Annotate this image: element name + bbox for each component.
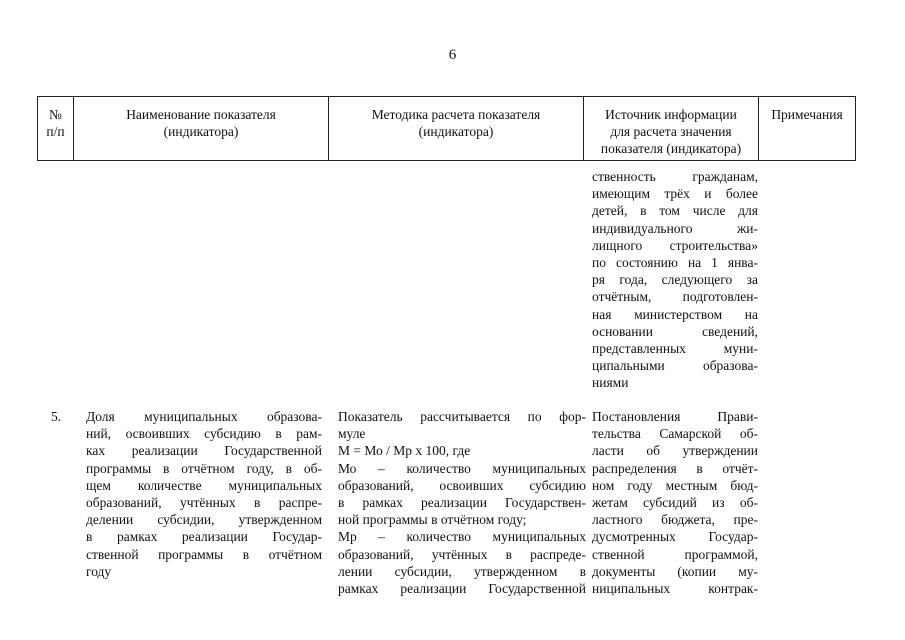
source-text-line: ная министерством на [592, 306, 758, 322]
indicator-name-cell [86, 408, 322, 580]
row-number: 5. [51, 409, 62, 424]
method-text-line: рамках реализации Государственной [338, 581, 586, 597]
name-text-line: ках реализации Государственной [86, 443, 322, 459]
method-text-line: муле [338, 426, 366, 442]
name-text-line: ний, освоивших субсидию в рам- [86, 426, 322, 442]
method-text-line: Мо – количество муниципальных [338, 460, 586, 476]
name-text-line: программы в отчётном году, в об- [86, 460, 322, 476]
method-text-line: Мр – количество муниципальных [338, 529, 586, 545]
continued-source-cell [592, 168, 758, 392]
source-text-line: распределения в отчёт- [592, 460, 758, 476]
source-text-line: дусмотренных Государ- [592, 529, 758, 545]
source-text-line: ластного бюджета, пре- [592, 512, 758, 528]
source-text-line: ря года, следующего за [592, 272, 758, 288]
source-text-line: ласти об утверждении [592, 443, 758, 459]
name-text-line: Доля муниципальных образова- [86, 409, 322, 424]
information-source-cell [592, 408, 758, 597]
source-text-line: представленных муни- [592, 341, 758, 357]
header-number: № п/п [38, 97, 74, 160]
source-text-line: по состоянию на 1 янва- [592, 255, 758, 271]
method-text-line: образований, освоивших субсидию [338, 477, 586, 493]
source-text-line: ниями [592, 375, 629, 391]
source-text-line: лищного строительства» [592, 237, 758, 253]
source-text-line: ниципальных контрак- [592, 581, 758, 597]
source-text-line: ственность гражданам, [592, 169, 758, 184]
header-information-source: Источник информации для расчета значения показателя (индикатора) [584, 97, 759, 160]
header-indicator-name: Наименование показателя (индикатора) [74, 97, 329, 160]
name-text-line: году [86, 563, 112, 579]
source-text-line: Постановления Прави- [592, 409, 758, 424]
header-notes: Примечания [771, 107, 843, 122]
name-text-line: в рамках реализации Государ- [86, 529, 322, 545]
name-text-line: образований, учтённых в распре- [86, 495, 322, 511]
method-text-line: ной программы в отчётном году; [338, 512, 527, 528]
source-text-line: отчётным, подготовлен- [592, 289, 758, 305]
calculation-method-cell [338, 408, 586, 597]
source-text-line: основании сведений, [592, 323, 758, 339]
name-text-line: щем количестве муниципальных [86, 477, 322, 493]
method-text-line: образований, учтённых в распреде- [338, 546, 586, 562]
method-text-line: в рамках реализации Государствен- [338, 495, 586, 511]
name-text-line: ственной программы в отчётном [86, 546, 322, 562]
name-text-line: делении субсидии, утвержденном [86, 512, 322, 528]
source-text-line: ципальными образова- [592, 358, 758, 374]
method-text-line: Показатель рассчитывается по фор- [338, 409, 586, 424]
source-text-line: индивидуального жи- [592, 220, 758, 236]
header-calculation-method: Методика расчета показателя (индикатора) [329, 97, 584, 160]
source-text-line: детей, в том числе для [592, 203, 758, 219]
source-text-line: жетам субсидий из об- [592, 495, 758, 511]
source-text-line: ном году местным бюд- [592, 477, 758, 493]
method-text-line: лении субсидии, утвержденном в [338, 563, 586, 579]
source-text-line: ственной программой, [592, 546, 758, 562]
source-text-line: тельства Самарской об- [592, 426, 758, 442]
source-text-line: имеющим трёх и более [592, 186, 758, 202]
table-header [37, 96, 856, 161]
source-text-line: документы (копии му- [592, 563, 758, 579]
method-text-line: М = Мо / Мр х 100, где [338, 443, 471, 459]
page-number: 6 [448, 47, 457, 63]
